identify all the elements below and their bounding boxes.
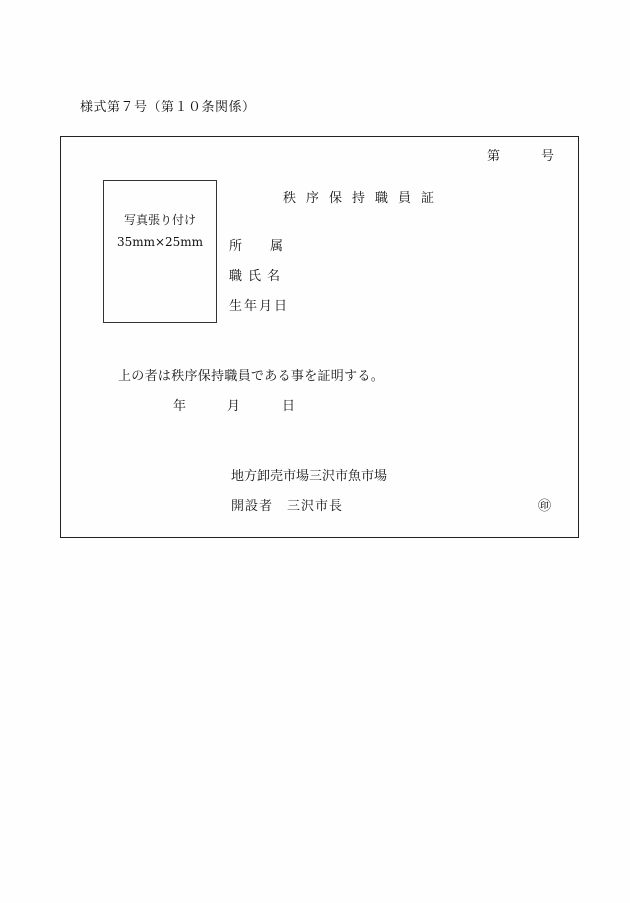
date-day-label: 日 [282,399,296,414]
market-name: 地方卸売市場三沢市魚市場 [231,469,388,484]
photo-box [103,180,217,323]
form-number-label: 様式第７号（第１０条関係） [80,100,256,115]
field-name-label: 職氏名 [229,269,287,284]
certification-statement: 上の者は秩序保持職員である事を証明する。 [118,369,385,384]
photo-size: 35mm×25mm [116,235,204,249]
date-month-label: 月 [227,399,241,414]
seal-mark: ㊞ [538,499,552,514]
certificate-title: 秩序保持職員証 [283,191,445,206]
founder-title: 開設者 三沢市長 [231,499,344,514]
date-year-label: 年 [173,399,187,414]
card-number-prefix: 第 [487,149,501,164]
photo-instruction: 写真張り付け [123,213,196,227]
field-birthdate-label: 生年月日 [229,299,290,314]
id-card-frame [60,136,579,538]
field-affiliation-label: 所属 [229,239,312,254]
card-number-suffix: 号 [541,149,555,164]
